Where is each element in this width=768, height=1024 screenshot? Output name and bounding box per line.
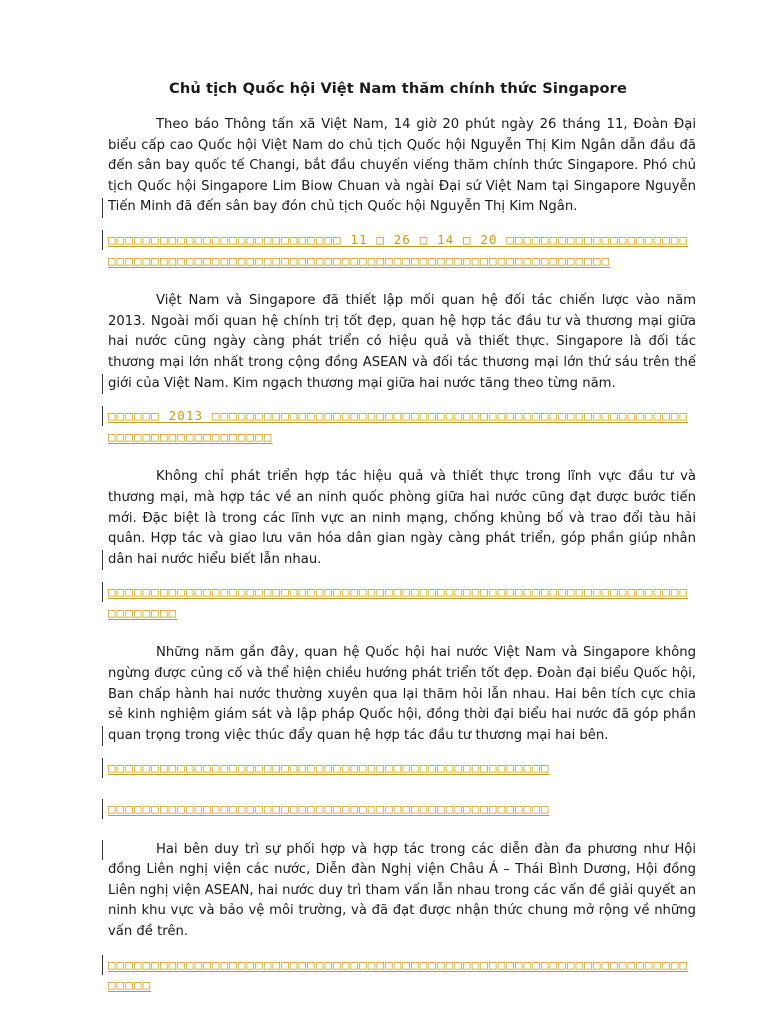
paragraph-link-2[interactable] (108, 406, 696, 447)
text-cursor-mark (102, 374, 103, 394)
paragraph-vi-1 (108, 115, 696, 218)
paragraph-text[interactable]: □□□□□□ 2013 □□□□□□□□□□□□□□□□□□□□□□□□□□□□□□□□□□□□□□□□□□□□□□□□□□□□□□□□□□□□□□□□□□□□□□□□□□ (108, 408, 689, 444)
text-cursor-mark (102, 230, 103, 250)
text-cursor-mark (102, 758, 103, 778)
paragraph-link-4[interactable] (108, 758, 696, 779)
paragraph-text[interactable]: □□□□□□□□□□□□□□□□□□□□□□□□□□□□□□□□□□□□□□□□□□□□□□□□□□□□□□□□□□□□□□□□□□□□□□□□□□□ (108, 584, 689, 620)
paragraph-link-1[interactable] (108, 230, 696, 271)
paragraph-link-5[interactable] (108, 799, 696, 820)
paragraph-link-6[interactable] (108, 955, 696, 996)
paragraph-text: Việt Nam và Singapore đã thiết lập mối quan hệ đối tác chiến lược vào năm 2013. Ngoài mối quan hệ chính trị tốt đẹp, quan hệ hợp tác đầu tư và thương mại giữa hai nước cũng ngày càng phát triển có hiệu quả và thiết thực. Singapore là đối tác thương mại lớn nhất trong cộng đồng ASEAN và đối tác thương mại lớn thứ sáu trên thế giới của Việt Nam. Kim ngạch thương mại giữa hai nước tăng theo từng năm. (108, 293, 696, 391)
text-cursor-mark (102, 582, 103, 602)
page-title: Chủ tịch Quốc hội Việt Nam thăm chính thức Singapore (169, 80, 627, 97)
paragraph-text[interactable]: □□□□□□□□□□□□□□□□□□□□□□□□□□□□□□□□□□□□□□□□□□□□□□□□□□□ (108, 760, 550, 776)
paragraph-text: Hai bên duy trì sự phối hợp và hợp tác trong các diễn đàn đa phương như Hội đồng Liên nghị viện các nước, Diễn đàn Nghị viện Châu Á – Thái Bình Dương, Hội đồng Liên nghị viện ASEAN, hai nước duy trì tham vấn lẫn nhau trong các vấn đề giải quyết an ninh khu vực và bảo vệ môi trường, và đã đạt được nhận thức chung mở rộng về những vấn đề trên. (108, 841, 696, 939)
paragraph-text: Không chỉ phát triển hợp tác hiệu quả và thiết thực trong lĩnh vực đầu tư và thương mại, mà hợp tác về an ninh quốc phòng giữa hai nước cũng đạt được bước tiến mới. Đặc biệt là trong các lĩnh vực an ninh mạng, chống khủng bố và trao đổi tàu hải quân. Hợp tác và giao lưu văn hóa dân gian ngày càng phát triển, góp phần giúp nhân dân hai nước hiểu biết lẫn nhau. (108, 469, 696, 567)
text-cursor-mark (102, 406, 103, 426)
text-cursor-mark (102, 840, 103, 860)
paragraph-text[interactable]: □□□□□□□□□□□□□□□□□□□□□□□□□□□ 11 □ 26 □ 14 □ 20 □□□□□□□□□□□□□□□□□□□□□□□□□□□□□□□□□□□□□□□□□□□□□□□□□□□□□□□□□□□□□□□□□□□□□□□□□□□□□□□ (108, 231, 689, 268)
paragraph-vi-2 (108, 291, 696, 394)
paragraph-text[interactable]: □□□□□□□□□□□□□□□□□□□□□□□□□□□□□□□□□□□□□□□□□□□□□□□□□□□□□□□□□□□□□□□□□□□□□□□□ (108, 956, 689, 993)
paragraph-vi-5 (108, 840, 696, 943)
paragraph-text[interactable]: □□□□□□□□□□□□□□□□□□□□□□□□□□□□□□□□□□□□□□□□□□□□□□□□□□□ (108, 801, 550, 817)
text-cursor-mark (102, 726, 103, 746)
paragraph-text: Theo báo Thông tấn xã Việt Nam, 14 giờ 20 phút ngày 26 tháng 11, Đoàn Đại biểu cấp cao Quốc hội Việt Nam do chủ tịch Quốc hội Nguyễn Thị Kim Ngân dẫn đầu đã đến sân bay quốc tế Changi, bắt đầu chuyến viếng thăm chính thức Singapore. Phó chủ tịch Quốc hội Singapore Lim Biow Chuan và ngài Đại sứ Việt Nam tại Singapore Nguyễn Tiến Minh đã đến sân bay đón chủ tịch Quốc hội Nguyễn Thị Kim Ngân. (108, 117, 696, 215)
paragraph-link-3[interactable] (108, 582, 696, 623)
paragraph-vi-3 (108, 467, 696, 570)
paragraph-vi-4 (108, 643, 696, 746)
text-cursor-mark (102, 198, 103, 218)
text-cursor-mark (102, 550, 103, 570)
text-cursor-mark (102, 955, 103, 975)
paragraph-text: Những năm gần đây, quan hệ Quốc hội hai nước Việt Nam và Singapore không ngừng được củng cố và thể hiện chiều hướng phát triển tốt đẹp. Đoàn đại biểu Quốc hội, Ban chấp hành hai nước thường xuyên qua lại thăm hỏi lẫn nhau. Hai bên tích cực chia sẻ kinh nghiệm giám sát và lập pháp Quốc hội, đồng thời đại biểu hai nước đã góp phần quan trọng trong việc thúc đẩy quan hệ hợp tác đầu tư thương mại hai bên. (108, 645, 696, 743)
text-cursor-mark (102, 799, 103, 819)
